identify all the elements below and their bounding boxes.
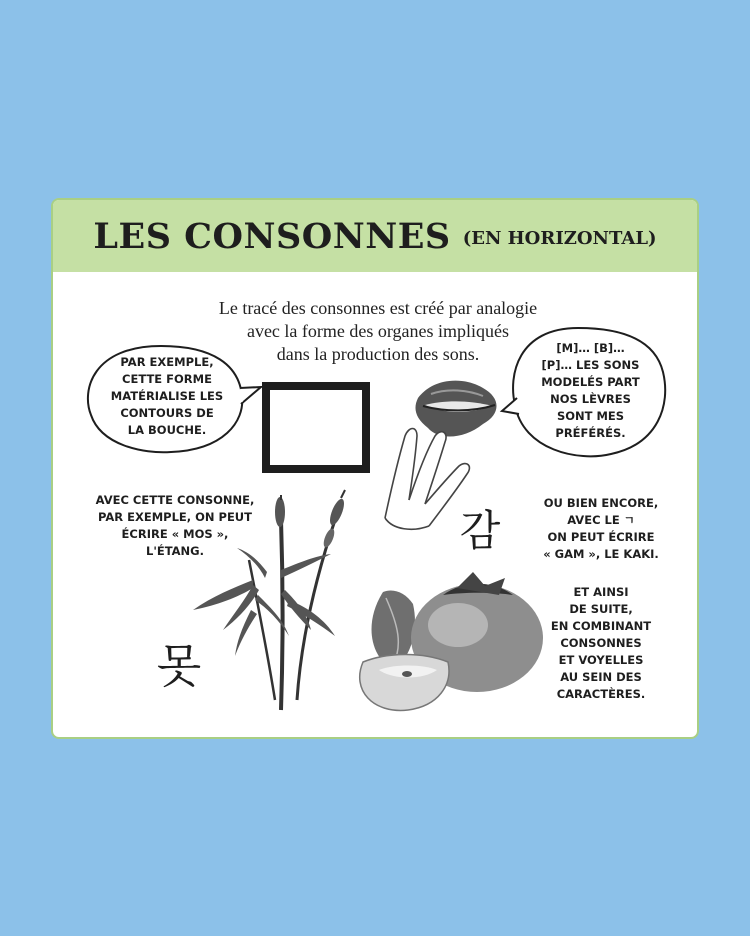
page-title: LES CONSONNES — [93, 215, 451, 257]
bubble-left-text: PAR EXEMPLE, CETTE FORME MATÉRIALISE LES CONTOURS DE LA BOUCHE. — [110, 355, 224, 437]
fingers-drawing — [385, 429, 469, 530]
intro-line: dans la production des sons. — [276, 344, 480, 364]
hangul-mos: 못 — [156, 639, 202, 693]
bubble-right-text: [M]… [B]… [P]… LES SONS MODELÉS PART NOS LÈVRES SONT MES PRÉFÉRÉS. — [541, 341, 640, 440]
intro-line: avec la forme des organes impliqués — [246, 321, 510, 341]
mieum-square-shape — [266, 386, 366, 469]
page-subtitle: (EN HORIZONTAL) — [462, 227, 657, 249]
persimmon-drawing — [360, 572, 543, 710]
lesson-card — [51, 198, 699, 739]
intro-line: Le tracé des consonnes est créé par analogie — [218, 298, 538, 318]
hangul-gam: 감 — [459, 506, 501, 555]
lips-drawing — [415, 381, 496, 437]
note-right-2: ET AINSI DE SUITE, EN COMBINANT CONSONNES ET VOYELLES AU SEIN DES CARACTÈRES. — [550, 585, 652, 701]
note-left: AVEC CETTE CONSONNE, PAR EXEMPLE, ON PEUT ÉCRIRE « MOS », L'ÉTANG. — [95, 493, 255, 558]
note-right-1: OU BIEN ENCORE, AVEC LE ㄱ ON PEUT ÉCRIRE « GAM », LE KAKI. — [543, 496, 659, 561]
